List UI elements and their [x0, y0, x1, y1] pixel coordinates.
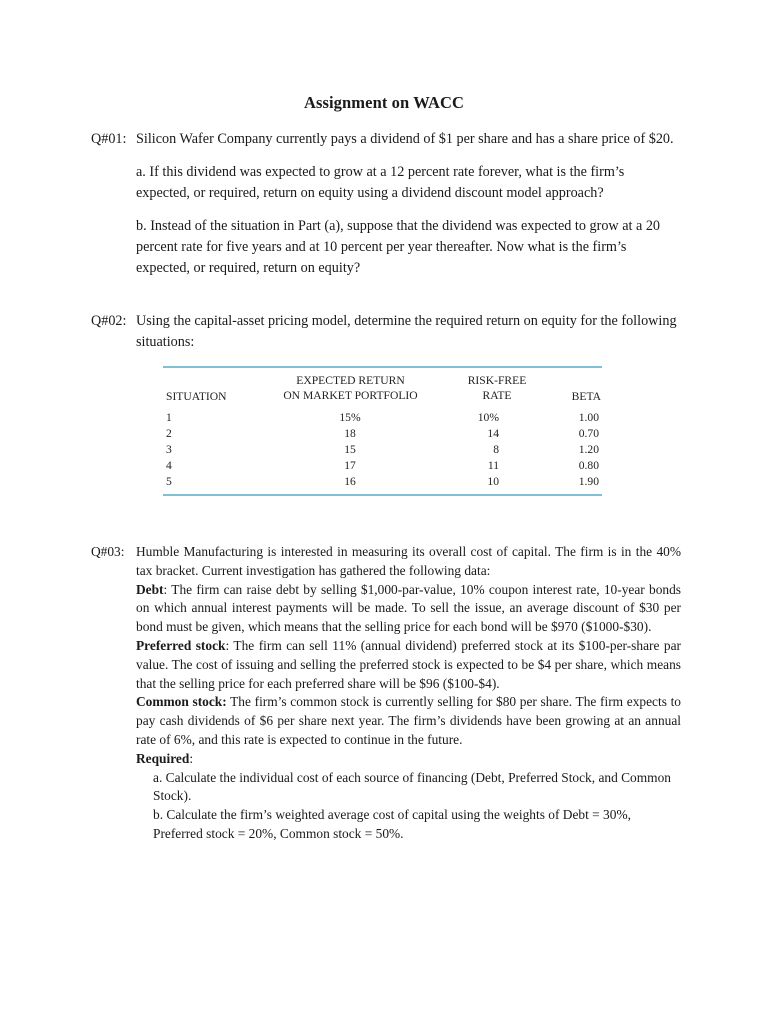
header-risk-free — [453, 373, 541, 403]
question-intro: Humble Manufacturing is interested in measuring its overall cost of capital. The firm is in the 40% tax bracket. Current investigation has gathered the following data: — [136, 544, 681, 578]
table-row — [163, 442, 602, 458]
common-paragraph — [136, 693, 681, 749]
cell-expected: 17 — [344, 459, 356, 472]
debt-label: Debt — [136, 581, 164, 597]
cell-riskfree: 8 — [493, 443, 499, 456]
header-beta: BETA — [571, 390, 601, 403]
question-number: Q#03: — [91, 544, 125, 559]
table-bottom-rule — [163, 494, 602, 496]
table-row — [163, 410, 602, 426]
question-number: Q#02: — [91, 313, 127, 329]
cell-beta: 1.90 — [578, 475, 599, 488]
common-text: The firm’s common stock is currently selling for $80 per share. The firm expects to pay cash dividends of $6 per share next year. The firm’s dividends have been growing at an annual rate of 6%, and this rate is expected to continue in the future. — [136, 694, 681, 747]
table-row — [163, 458, 602, 474]
table-header — [163, 368, 602, 408]
header-riskfree-line2: RATE — [482, 389, 512, 402]
cell-expected: 15% — [339, 411, 361, 424]
header-situation: SITUATION — [166, 390, 227, 403]
question-1 — [91, 129, 681, 279]
cell-situation: 2 — [166, 427, 172, 440]
cell-expected: 16 — [344, 475, 356, 488]
common-label: Common stock: — [136, 694, 227, 710]
cell-expected: 18 — [344, 427, 356, 440]
capm-table — [163, 366, 602, 496]
question-2 — [91, 311, 681, 353]
header-expected-return — [273, 373, 428, 403]
cell-situation: 4 — [166, 459, 172, 472]
header-expected-line1: EXPECTED RETURN — [296, 374, 405, 387]
table-row — [163, 474, 602, 490]
required-item-a: a. Calculate the individual cost of each source of financing (Debt, Preferred Stock, and Common Stock). — [153, 769, 671, 804]
cell-beta: 0.70 — [578, 427, 599, 440]
required-item-b: b. Calculate the firm’s weighted average cost of capital using the weights of Debt = 30%, Preferred stock = 20%, Common stock = 50%. — [153, 807, 631, 841]
cell-riskfree: 10 — [487, 475, 499, 488]
header-expected-line2: ON MARKET PORTFOLIO — [283, 389, 418, 402]
question-intro: Using the capital-asset pricing model, determine the required return on equity for the following situations: — [136, 313, 677, 350]
question-part-a: a. If this dividend was expected to grow at a 12 percent rate forever, what is the firm’s expected, or required, return on equity using a dividend discount model approach? — [136, 164, 625, 201]
debt-text: : The firm can raise debt by selling $1,000-par-value, 10% coupon interest rate, 10-year bonds on which annual interest payments will be made. To sell the issue, an average discount of $30 per bond must be given, which means that the selling price for each bond will be $970 ($1000-$30). — [136, 581, 681, 635]
cell-beta: 0.80 — [578, 459, 599, 472]
cell-riskfree: 14 — [487, 427, 499, 440]
required-heading — [136, 750, 681, 769]
preferred-label: Preferred stock — [136, 637, 226, 653]
page-title: Assignment on WACC — [303, 93, 465, 112]
table-row — [163, 426, 602, 442]
preferred-text: : The firm can sell 11% (annual dividend) preferred stock at its $100-per-share par value. The cost of issuing and selling the preferred stock is expected to be $4 per share, which means that the selling price for each preferred share will be $96 ($100-$4). — [136, 637, 681, 691]
question-3 — [91, 543, 681, 844]
debt-paragraph — [136, 581, 681, 637]
cell-beta: 1.20 — [578, 443, 599, 456]
cell-situation: 1 — [166, 411, 172, 424]
table-body — [163, 408, 602, 494]
question-part-b: b. Instead of the situation in Part (a), suppose that the dividend was expected to grow at a 20 percent rate for five years and at 10 percent per year thereafter. Now what is the firm’s expected, or required, return on equity? — [136, 218, 661, 276]
required-colon: : — [189, 750, 194, 766]
header-riskfree-line1: RISK-FREE — [467, 374, 527, 387]
cell-beta: 1.00 — [578, 411, 599, 424]
cell-riskfree: 10% — [477, 411, 499, 424]
cell-situation: 5 — [166, 475, 172, 488]
preferred-paragraph — [136, 637, 681, 693]
cell-expected: 15 — [344, 443, 356, 456]
cell-riskfree: 11 — [487, 459, 499, 472]
question-number: Q#01: — [91, 131, 127, 147]
cell-situation: 3 — [166, 443, 172, 456]
question-intro: Silicon Wafer Company currently pays a dividend of $1 per share and has a share price of $20. — [136, 131, 674, 147]
required-label: Required — [136, 750, 190, 766]
